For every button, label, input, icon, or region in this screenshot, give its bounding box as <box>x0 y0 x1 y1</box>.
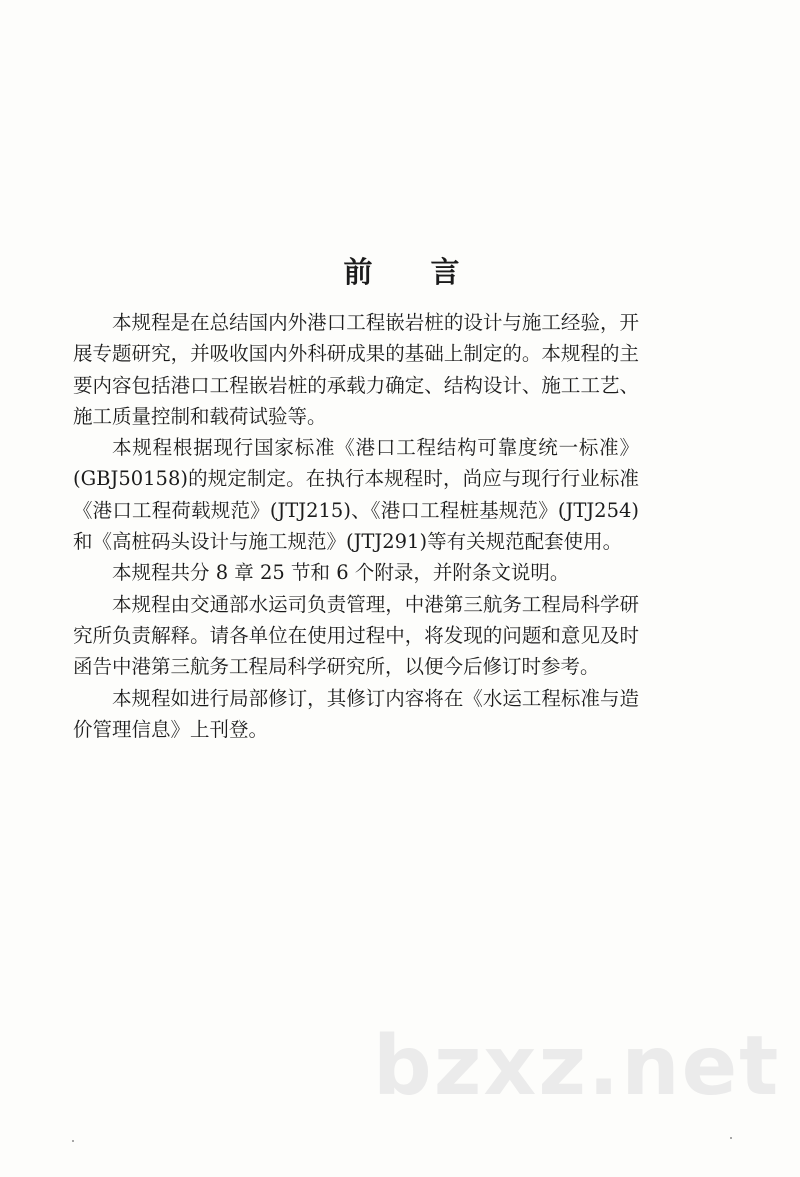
paragraph-1: 本规程是在总结国内外港口工程嵌岩桩的设计与施工经验，开展专题研究，并吸收国内外科研成果的基础上制定的。本规程的主要内容包括港口工程嵌岩桩的承载力确定、结构设计、施工工艺、施工质量控制和载荷试验等。 <box>73 311 639 428</box>
scan-speck <box>72 1140 74 1142</box>
paragraph-2: 本规程根据现行国家标准《港口工程结构可靠度统一标准》(GBJ50158)的规定制定。在执行本规程时，尚应与现行行业标准《港口工程荷载规范》(JTJ215)、《港口工程桩基规范》(JTJ254)和《高桩码头设计与施工规范》(JTJ291)等有关规范配套使用。 <box>73 436 639 554</box>
page-title: 前言 <box>343 255 518 289</box>
watermark: bzxz.net <box>373 1019 781 1114</box>
body-text <box>73 307 639 745</box>
scan-speck <box>730 1137 732 1139</box>
paragraph-4: 本规程由交通部水运司负责管理，中港第三航务工程局科学研究所负责解释。请各单位在使用过程中，将发现的问题和意见及时函告中港第三航务工程局科学研究所，以便今后修订时参考。 <box>73 592 639 679</box>
paragraph-3: 本规程共分 8 章 25 节和 6 个附录，并附条文说明。 <box>112 561 570 585</box>
paragraph-5: 本规程如进行局部修订，其修订内容将在《水运工程标准与造价管理信息》上刊登。 <box>73 686 639 741</box>
